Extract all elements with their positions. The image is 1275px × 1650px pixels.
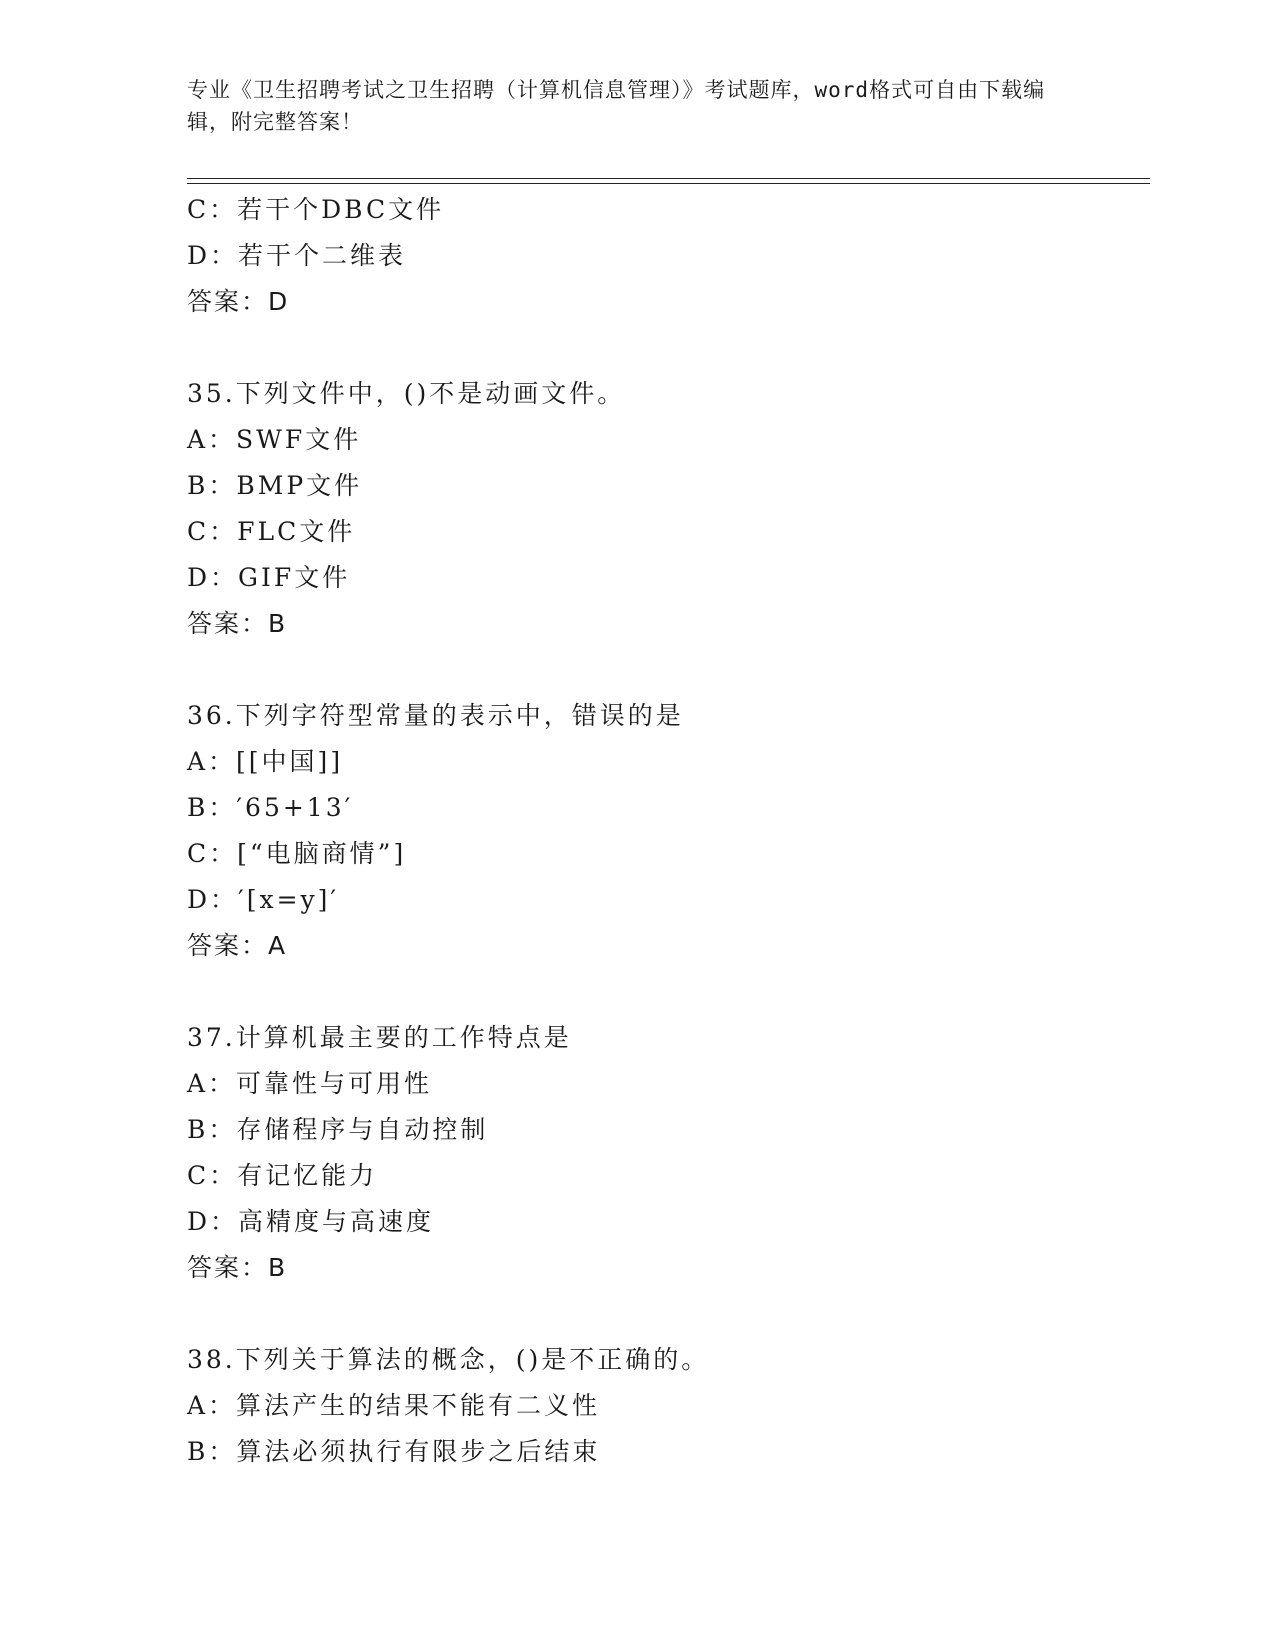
question-text: 36.下列字符型常量的表示中，错误的是 <box>187 701 684 730</box>
question-text: 38.下列关于算法的概念，()是不正确的。 <box>187 1345 710 1374</box>
option-c: C：若干个DBC文件 <box>187 195 445 224</box>
option-b: B：算法必须执行有限步之后结束 <box>187 1437 601 1466</box>
answer-line: 答案：B <box>187 1253 288 1282</box>
option-c: C：FLC文件 <box>187 517 356 546</box>
question-text: 35.下列文件中，()不是动画文件。 <box>187 379 626 408</box>
option-d: D：′[x=y]′ <box>187 885 340 914</box>
option-d: D：GIF文件 <box>187 563 351 592</box>
document-header: 专业《卫生招聘考试之卫生招聘（计算机信息管理）》考试题库，word格式可自由下载编辑，附完整答案！ <box>187 78 1046 134</box>
option-a: A：可靠性与可用性 <box>187 1069 433 1098</box>
question-list <box>187 187 1127 1475</box>
option-c: C：[“电脑商情”] <box>187 839 407 868</box>
option-d: D：高精度与高速度 <box>187 1207 435 1236</box>
spacer <box>187 325 1127 371</box>
spacer <box>187 647 1127 693</box>
spacer <box>187 1291 1127 1337</box>
header-divider-bottom <box>187 183 1150 184</box>
spacer <box>187 969 1127 1015</box>
answer-line: 答案：B <box>187 609 288 638</box>
option-c: C：有记忆能力 <box>187 1161 378 1190</box>
answer-line: 答案：A <box>187 931 288 960</box>
option-d: D：若干个二维表 <box>187 241 407 270</box>
answer-line: 答案：D <box>187 287 290 316</box>
option-b: B：存储程序与自动控制 <box>187 1115 489 1144</box>
option-a: A：算法产生的结果不能有二义性 <box>187 1391 601 1420</box>
header-divider-top <box>187 178 1150 179</box>
option-a: A：SWF文件 <box>187 425 362 454</box>
option-b: B：′65+13′ <box>187 793 354 822</box>
option-b: B：BMP文件 <box>187 471 363 500</box>
question-text: 37.计算机最主要的工作特点是 <box>187 1023 572 1052</box>
option-a: A：[[中国]] <box>187 747 344 776</box>
